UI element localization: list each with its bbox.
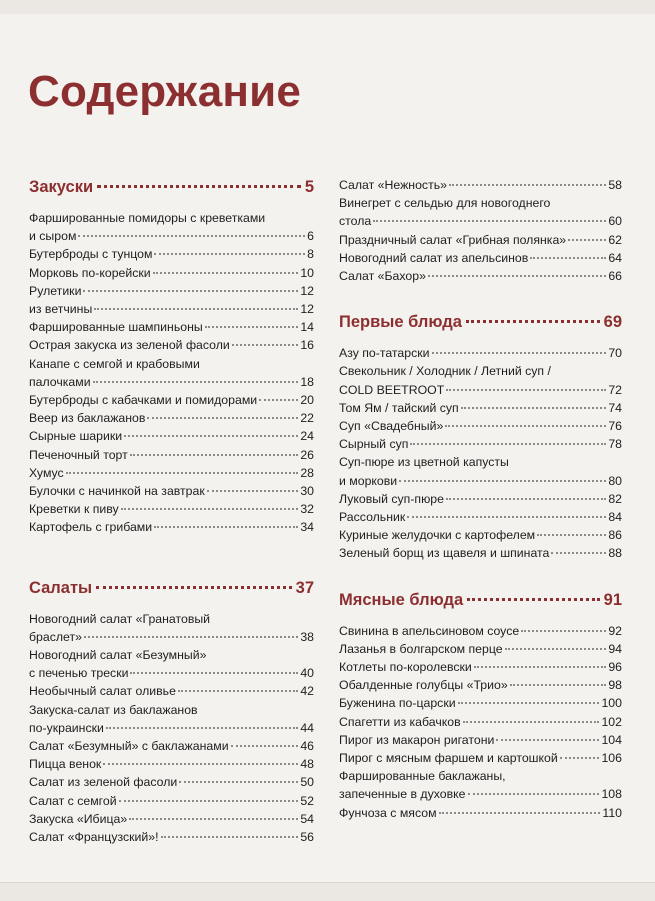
- toc-entry-title: Рулетики: [29, 283, 82, 298]
- toc-entry[interactable]: [339, 453, 622, 489]
- toc-entry-row: [29, 264, 314, 282]
- toc-entry-row: [29, 792, 314, 810]
- toc-entry-title: Азу по-татарски: [339, 346, 430, 361]
- toc-entry[interactable]: [29, 682, 314, 700]
- toc-entry-row: [29, 628, 314, 646]
- toc-entry-title: Хумус: [29, 465, 64, 480]
- toc-entry-page: 86: [608, 528, 622, 543]
- toc-entry-row: [339, 472, 622, 490]
- toc-entry[interactable]: [339, 713, 622, 731]
- toc-left-column: [29, 176, 314, 846]
- toc-entry-page: 80: [608, 473, 622, 488]
- toc-entry-title-line: Суп-пюре из цветной капусты: [339, 455, 509, 470]
- toc-entry-page: 14: [300, 320, 314, 335]
- toc-entry[interactable]: [29, 209, 314, 245]
- toc-entry-page: 6: [307, 229, 314, 244]
- toc-entry-leader: [446, 498, 606, 500]
- toc-entry[interactable]: [339, 490, 622, 508]
- toc-entry-page: 52: [300, 793, 314, 808]
- toc-entry-leader: [560, 757, 600, 759]
- toc-entry-row: [339, 622, 622, 640]
- toc-entry-leader: [445, 425, 606, 427]
- toc-section: [339, 176, 622, 285]
- toc-entry[interactable]: [339, 640, 622, 658]
- toc-entry-page: 16: [300, 338, 314, 353]
- toc-entry[interactable]: [29, 427, 314, 445]
- toc-entry-row: [339, 435, 622, 453]
- toc-entry-leader: [410, 443, 606, 445]
- section-heading-page: 5: [304, 178, 314, 196]
- toc-entry-title: Острая закуска из зеленой фасоли: [29, 338, 230, 353]
- toc-entry-leader: [121, 508, 299, 510]
- toc-entry-title: Булочки с начинкой на завтрак: [29, 484, 205, 499]
- toc-entry-leader: [84, 636, 298, 638]
- toc-entry[interactable]: [29, 646, 314, 682]
- toc-entry-page: 92: [608, 623, 622, 638]
- toc-entry[interactable]: [29, 245, 314, 263]
- toc-entry-row: [339, 399, 622, 417]
- toc-entry[interactable]: [29, 300, 314, 318]
- toc-entry-leader: [179, 781, 298, 783]
- toc-entry-title: из ветчины: [29, 302, 93, 317]
- toc-entry-title: Лазанья в болгарском перце: [339, 641, 503, 656]
- toc-entry-row: [339, 749, 622, 767]
- toc-entry-title: Креветки к пиву: [29, 502, 119, 517]
- toc-entry-title: Луковый суп-пюре: [339, 491, 444, 506]
- toc-entry-title-line: Фаршированные баклажаны,: [339, 769, 506, 784]
- toc-entry-title: Зеленый борщ из щавеля и шпината: [339, 546, 550, 561]
- toc-entry-page: 8: [307, 247, 314, 262]
- toc-entry-leader: [78, 235, 305, 237]
- toc-section: [339, 311, 622, 562]
- toc-entry-page: 70: [608, 346, 622, 361]
- toc-entry-row: [339, 713, 622, 731]
- toc-entry[interactable]: [339, 344, 622, 362]
- toc-entry-title: Бутерброды с кабачками и помидорами: [29, 393, 258, 408]
- section-heading-title: Первые блюда: [339, 313, 462, 332]
- toc-entry-page: 32: [300, 502, 314, 517]
- toc-entry-page: 24: [300, 429, 314, 444]
- toc-entry-leader: [461, 407, 607, 409]
- section-heading[interactable]: [29, 176, 314, 198]
- toc-entry-leader: [232, 344, 299, 346]
- toc-entry-page: 46: [300, 739, 314, 754]
- toc-entry-page: 108: [601, 787, 622, 802]
- toc-entry-row: [339, 694, 622, 712]
- toc-entry-page: 22: [300, 411, 314, 426]
- toc-entry[interactable]: [29, 336, 314, 354]
- toc-entry-title: Фаршированные шампиньоны: [29, 320, 203, 335]
- toc-entry-leader: [103, 763, 298, 765]
- toc-entry-list: [339, 344, 622, 562]
- toc-entry-title: Картофель с грибами: [29, 520, 153, 535]
- toc-entry-title: COLD BEETROOT: [339, 382, 445, 397]
- toc-entry-page: 64: [608, 250, 622, 265]
- toc-entry-page: 82: [608, 491, 622, 506]
- toc-entry-leader: [130, 454, 299, 456]
- toc-entry[interactable]: [29, 355, 314, 391]
- toc-entry-page: 54: [300, 811, 314, 826]
- toc-entry-leader: [568, 239, 606, 241]
- toc-entry-row: [339, 544, 622, 562]
- toc-entry-title-line: Канапе с семгой и крабовыми: [29, 356, 200, 371]
- toc-entry[interactable]: [29, 282, 314, 300]
- toc-entry-page: 12: [300, 283, 314, 298]
- toc-entry-page: 78: [608, 437, 622, 452]
- toc-entry-page: 48: [300, 757, 314, 772]
- toc-entry-leader: [399, 480, 606, 482]
- page-edge-bottom: [0, 882, 655, 901]
- toc-entry-row: [339, 526, 622, 544]
- toc-entry-row: [29, 500, 314, 518]
- toc-entry-leader: [428, 275, 606, 277]
- toc-entry[interactable]: [339, 544, 622, 562]
- toc-entry-title: стола: [339, 214, 372, 229]
- toc-entry[interactable]: [339, 622, 622, 640]
- toc-entry-page: 18: [300, 374, 314, 389]
- toc-entry-page: 72: [608, 382, 622, 397]
- toc-entry-page: 106: [601, 751, 622, 766]
- toc-entry-row: [339, 176, 622, 194]
- toc-entry-title: Салат с семгой: [29, 793, 117, 808]
- toc-entry-leader: [93, 381, 299, 383]
- toc-entry-leader: [446, 389, 606, 391]
- toc-entry-page: 58: [608, 178, 622, 192]
- section-heading-leader: [97, 185, 301, 188]
- toc-entry-title: с печенью трески: [29, 666, 129, 681]
- toc-entry-leader: [449, 184, 606, 186]
- toc-entry-page: 88: [608, 546, 622, 561]
- toc-entry-title: Обалденные голубцы «Трио»: [339, 678, 508, 693]
- toc-entry[interactable]: [339, 249, 622, 267]
- section-heading[interactable]: [339, 589, 622, 611]
- toc-entry[interactable]: [29, 409, 314, 427]
- section-heading[interactable]: [339, 311, 622, 333]
- toc-entry-leader: [178, 690, 298, 692]
- toc-entry[interactable]: [339, 417, 622, 435]
- toc-entry-title: Салат из зеленой фасоли: [29, 775, 178, 790]
- toc-entry-page: 102: [601, 714, 622, 729]
- toc-entry-leader: [154, 526, 298, 528]
- toc-entry-leader: [231, 745, 299, 747]
- toc-entry-page: 42: [300, 684, 314, 699]
- toc-entry-page: 30: [300, 484, 314, 499]
- toc-entry-title: Необычный салат оливье: [29, 684, 176, 699]
- toc-entry-leader: [106, 727, 298, 729]
- toc-entry-title: Сырные шарики: [29, 429, 123, 444]
- toc-entry-page: 94: [608, 641, 622, 656]
- toc-entry-title: Бутерброды с тунцом: [29, 247, 153, 262]
- toc-entry-leader: [129, 818, 298, 820]
- toc-entry[interactable]: [29, 518, 314, 536]
- toc-entry[interactable]: [29, 773, 314, 791]
- toc-entry-title: Суп «Свадебный»: [339, 419, 444, 434]
- toc-entry-page: 60: [608, 214, 622, 229]
- section-heading-leader: [96, 586, 292, 589]
- toc-entry[interactable]: [29, 755, 314, 773]
- toc-entry-leader: [373, 220, 606, 222]
- toc-entry-leader: [510, 684, 607, 686]
- toc-entry-title: Куриные желудочки с картофелем: [339, 528, 536, 543]
- toc-entry-row: [29, 773, 314, 791]
- toc-entry-title-line: Новогодний салат «Гранатовый: [29, 611, 211, 626]
- toc-entry-title: Спагетти из кабачков: [339, 714, 461, 729]
- toc-entry-list: [29, 209, 314, 537]
- toc-entry-title: Печеночный торт: [29, 447, 128, 462]
- toc-entry[interactable]: [29, 318, 314, 336]
- toc-entry-title: и сыром: [29, 229, 77, 244]
- toc-entry-page: 26: [300, 447, 314, 462]
- toc-entry-title-line: Закуска-салат из баклажанов: [29, 702, 198, 717]
- toc-entry-list: [29, 610, 314, 847]
- toc-entry-leader: [259, 399, 298, 401]
- toc-entry-page: 44: [300, 720, 314, 735]
- toc-entry-title-line: Свекольник / Холодник / Летний суп /: [339, 364, 551, 379]
- toc-entry-row: [339, 731, 622, 749]
- toc-entry-title: по-украински: [29, 720, 104, 735]
- toc-entry-leader: [154, 253, 305, 255]
- toc-entry-row: [29, 810, 314, 828]
- toc-entry-leader: [474, 666, 607, 668]
- toc-entry-title: Салат «Французский»!: [29, 830, 159, 845]
- toc-entry-row: [29, 719, 314, 737]
- toc-right-column: [339, 176, 622, 822]
- toc-entry-row: [29, 446, 314, 464]
- toc-entry-row: [29, 518, 314, 536]
- toc-entry-page: 20: [300, 393, 314, 408]
- toc-entry[interactable]: [29, 701, 314, 737]
- toc-entry[interactable]: [29, 482, 314, 500]
- toc-entry-row: [339, 804, 622, 822]
- toc-entry-row: [339, 490, 622, 508]
- toc-entry-title: Салат «Безумный» с баклажанами: [29, 739, 229, 754]
- toc-entry[interactable]: [339, 658, 622, 676]
- toc-entry[interactable]: [339, 399, 622, 417]
- toc-entry[interactable]: [29, 828, 314, 846]
- section-heading-leader: [466, 320, 600, 323]
- toc-entry-leader: [439, 812, 601, 814]
- toc-entry-row: [339, 231, 622, 249]
- toc-entry-title: Буженина по-царски: [339, 696, 456, 711]
- toc-entry-row: [339, 212, 622, 230]
- toc-entry-title: Закуска «Ибица»: [29, 811, 128, 826]
- toc-entry-row: [29, 737, 314, 755]
- toc-entry-page: 40: [300, 666, 314, 681]
- toc-entry[interactable]: [339, 231, 622, 249]
- toc-entry-row: [29, 245, 314, 263]
- toc-entry-page: 84: [608, 510, 622, 525]
- toc-entry-title-line: Фаршированные помидоры с креветками: [29, 211, 266, 225]
- toc-entry-leader: [205, 326, 299, 328]
- toc-entry-leader: [537, 534, 606, 536]
- toc-entry[interactable]: [339, 676, 622, 694]
- toc-entry-row: [339, 658, 622, 676]
- toc-entry[interactable]: [339, 435, 622, 453]
- toc-entry[interactable]: [339, 749, 622, 767]
- toc-entry[interactable]: [339, 267, 622, 285]
- toc-entry-row: [29, 227, 314, 245]
- toc-entry-page: 98: [608, 678, 622, 693]
- toc-entry-row: [339, 381, 622, 399]
- toc-entry-title: Салат «Бахор»: [339, 269, 426, 284]
- toc-entry-page: 28: [300, 465, 314, 480]
- toc-entry-title: Салат «Нежность»: [339, 178, 447, 192]
- toc-entry-title: Рассольник: [339, 510, 406, 525]
- toc-entry-page: 74: [608, 400, 622, 415]
- toc-entry-page: 62: [608, 232, 622, 247]
- toc-entry[interactable]: [29, 464, 314, 482]
- toc-entry-leader: [153, 272, 299, 274]
- section-heading-title: Салаты: [29, 578, 93, 597]
- toc-entry-leader: [521, 630, 606, 632]
- toc-entry-leader: [432, 352, 607, 354]
- toc-entry-row: [29, 482, 314, 500]
- toc-entry-leader: [119, 800, 299, 802]
- section-heading-title: Закуски: [29, 178, 94, 196]
- toc-entry-leader: [407, 516, 606, 518]
- toc-entry-leader: [458, 702, 600, 704]
- toc-entry[interactable]: [29, 610, 314, 646]
- toc-entry-leader: [468, 793, 600, 795]
- toc-entry-row: [29, 664, 314, 682]
- toc-entry-title: запеченные в духовке: [339, 787, 466, 802]
- toc-entry-title: Морковь по-корейски: [29, 265, 151, 280]
- toc-section: [29, 176, 314, 537]
- toc-entry-row: [339, 785, 622, 803]
- toc-entry-page: 10: [300, 265, 314, 280]
- toc-entry-leader: [496, 739, 599, 741]
- toc-entry-title: Котлеты по-королевски: [339, 660, 472, 675]
- toc-entry-title-line: Винегрет с сельдью для новогоднего: [339, 196, 551, 211]
- toc-entry-leader: [505, 648, 607, 650]
- toc-entry-row: [29, 682, 314, 700]
- toc-entry-row: [339, 344, 622, 362]
- toc-entry[interactable]: [339, 176, 622, 194]
- toc-entry-title: палочками: [29, 374, 91, 389]
- toc-entry-row: [29, 300, 314, 318]
- page-title: Содержание: [28, 67, 302, 116]
- toc-entry-page: 56: [300, 830, 314, 845]
- toc-entry[interactable]: [339, 804, 622, 822]
- toc-entry-row: [339, 676, 622, 694]
- toc-entry-row: [339, 267, 622, 285]
- toc-entry-leader: [161, 836, 299, 838]
- toc-entry-title: Новогодний салат из апельсинов: [339, 250, 529, 265]
- section-heading-page: 37: [295, 578, 314, 597]
- toc-entry-leader: [94, 308, 298, 310]
- toc-entry-page: 76: [608, 419, 622, 434]
- toc-entry-title: Пирог с мясным фаршем и картошкой: [339, 751, 558, 766]
- toc-entry-title: Свинина в апельсиновом соусе: [339, 623, 520, 638]
- toc-entry[interactable]: [29, 446, 314, 464]
- toc-entry-page: 38: [300, 629, 314, 644]
- toc-entry-row: [29, 373, 314, 391]
- toc-entry-page: 100: [601, 696, 622, 711]
- toc-entry-page: 50: [300, 775, 314, 790]
- toc-entry[interactable]: [339, 694, 622, 712]
- toc-entry-title: Веер из баклажанов: [29, 411, 146, 426]
- toc-entry-row: [29, 409, 314, 427]
- toc-entry-page: 96: [608, 660, 622, 675]
- toc-entry[interactable]: [339, 508, 622, 526]
- toc-entry[interactable]: [29, 264, 314, 282]
- toc-entry-leader: [83, 290, 298, 292]
- toc-entry-leader: [207, 490, 299, 492]
- toc-section: [29, 577, 314, 847]
- toc-entry-row: [29, 464, 314, 482]
- section-heading-title: Мясные блюда: [339, 590, 464, 609]
- section-heading-page: 91: [603, 590, 622, 609]
- toc-entry-list: [339, 176, 622, 285]
- toc-entry-title: Фунчоза с мясом: [339, 805, 437, 820]
- toc-entry-row: [339, 249, 622, 267]
- toc-entry-row: [339, 508, 622, 526]
- toc-section: [339, 589, 622, 822]
- toc-entry-row: [339, 417, 622, 435]
- toc-entry-row: [29, 828, 314, 846]
- toc-entry-page: 110: [602, 805, 622, 820]
- toc-entry-page: 66: [608, 269, 622, 284]
- toc-entry-title: Том Ям / тайский суп: [339, 400, 459, 415]
- toc-entry[interactable]: [29, 500, 314, 518]
- toc-entry-list: [339, 622, 622, 822]
- section-heading-leader: [467, 598, 599, 601]
- toc-entry-row: [29, 755, 314, 773]
- toc-entry-row: [29, 336, 314, 354]
- toc-entry-row: [339, 640, 622, 658]
- toc-entry[interactable]: [339, 362, 622, 398]
- toc-entry-page: 12: [300, 302, 314, 317]
- toc-entry-title: и моркови: [339, 473, 398, 488]
- page-edge-top: [0, 0, 655, 14]
- toc-entry[interactable]: [29, 391, 314, 409]
- toc-entry-row: [29, 318, 314, 336]
- toc-entry[interactable]: [29, 737, 314, 755]
- toc-entry-page: 104: [601, 732, 622, 747]
- toc-entry-title: Праздничный салат «Грибная полянка»: [339, 232, 567, 247]
- toc-entry[interactable]: [339, 194, 622, 230]
- toc-entry[interactable]: [339, 767, 622, 803]
- toc-entry-row: [29, 427, 314, 445]
- toc-entry-leader: [147, 417, 298, 419]
- toc-entry[interactable]: [339, 526, 622, 544]
- toc-entry-leader: [124, 435, 298, 437]
- toc-entry-page: 34: [300, 520, 314, 535]
- toc-entry-title: Сырный суп: [339, 437, 409, 452]
- section-heading[interactable]: [29, 577, 314, 599]
- toc-entry-title: браслет»: [29, 629, 82, 644]
- toc-entry-row: [29, 391, 314, 409]
- toc-entry-leader: [66, 472, 299, 474]
- toc-entry[interactable]: [29, 792, 314, 810]
- toc-entry-leader: [130, 672, 298, 674]
- toc-entry-title: Пицца венок: [29, 757, 102, 772]
- toc-entry-row: [29, 282, 314, 300]
- section-heading-page: 69: [603, 313, 622, 332]
- toc-entry-title-line: Новогодний салат «Безумный»: [29, 648, 207, 663]
- toc-entry-leader: [530, 257, 606, 259]
- toc-entry-leader: [463, 721, 600, 723]
- toc-entry[interactable]: [29, 810, 314, 828]
- toc-entry[interactable]: [339, 731, 622, 749]
- toc-entry-leader: [551, 552, 606, 554]
- toc-entry-title: Пирог из макарон ригатони: [339, 732, 495, 747]
